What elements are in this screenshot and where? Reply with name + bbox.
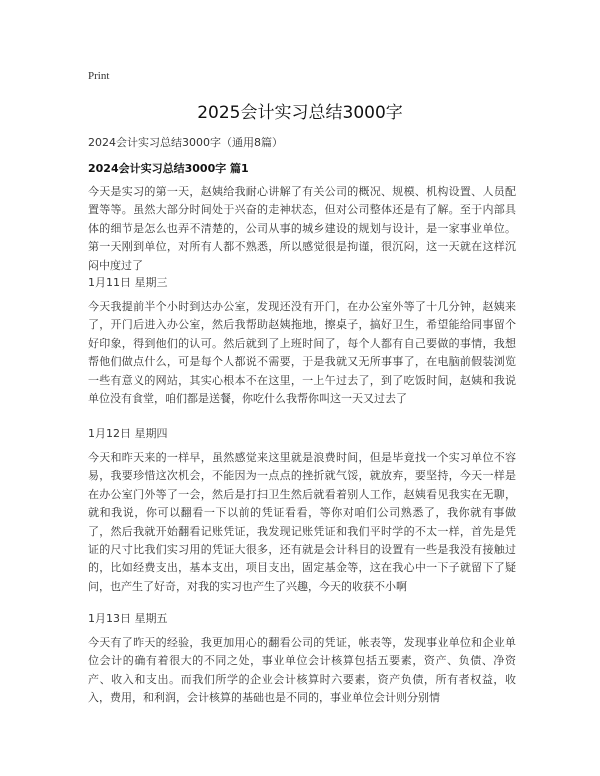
page-title: 2025会计实习总结3000字 bbox=[197, 103, 403, 123]
paragraph-intro: 今天是实习的第一天，赵姨给我耐心讲解了有关公司的概况、规模、机构设置、人员配置等等。虽然大部分时间处于兴奋的走神状态，但对公司整体还是有了解。至于内部具体的细节是怎么也弄不清楚的，公司从事的城乡建设的规划与设计，是一家事业单位。第一天刚到单位，对所有人都不熟悉，所以感觉很是拘谨，很沉闷，这一天就在这样沉闷中度过了 bbox=[88, 185, 516, 272]
section-heading: 2024会计实习总结3000字 篇1 bbox=[88, 162, 249, 175]
diary-date: 1月11日 星期三 bbox=[88, 276, 168, 289]
print-link[interactable]: Print bbox=[88, 70, 110, 82]
paragraph-day-2: 今天我提前半个小时到达办公室，发现还没有开门，在办公室外等了十几分钟，赵姨来了，开门后进入办公室，然后我帮助赵姨拖地，擦桌子，搞好卫生，希望能给同事留个好印象，得到他们的认可。然后就到了上班时间了，每个人都有自己要做的事情，我想帮他们做点什么，可是每个人都说不需要，于是我就又无所事事了，在电脑前假装浏览一些有意义的网站，其实心根本不在这里，一上午过去了，到了吃饭时间，赵姨和我说单位没有食堂，咱们都是送餐，你吃什么我帮你叫这一天又过去了 bbox=[88, 300, 516, 406]
document-subtitle: 2024会计实习总结3000字（通用8篇） bbox=[88, 136, 283, 149]
paragraph-day-3: 今天和昨天来的一样早，虽然感觉来这里就是浪费时间，但是毕竟找一个实习单位不容易，我要珍惜这次机会，不能因为一点点的挫折就气馁，就放弃，要坚持，今天一样是在办公室门外等了一会，然后是打扫卫生然后就看着别人工作，赵姨看见我实在无聊，就和我说，你可以翻看一下以前的凭证看看，等你对咱们公司熟悉了，我你就有事做了，然后我就开始翻看记账凭证，我发现记账凭证和我们平时学的不太一样，首先是凭证的尺寸比我们实习用的凭证大很多，还有就是会计科目的设置有一些是我没有接触过的，比如经费支出，基本支出，项目支出，固定基金等，这在我心中一下子就留下了疑问，也产生了好奇，对我的实习也产生了兴趣，今天的收获不小啊 bbox=[88, 451, 516, 593]
paragraph-day-4: 今天有了昨天的经验，我更加用心的翻看公司的凭证，帐表等，发现事业单位和企业单位会计的确有着很大的不同之处，事业单位会计核算包括五要素，资产、负债、净资产、收入和支出。而我们所学的企业会计核算时六要素，资产负债，所有者权益，收入，费用，和利润，会计核算的基础也是不同的，事业单位会计则分别情 bbox=[88, 636, 516, 705]
diary-date: 1月13日 星期五 bbox=[88, 612, 168, 625]
diary-date: 1月12日 星期四 bbox=[88, 427, 168, 440]
